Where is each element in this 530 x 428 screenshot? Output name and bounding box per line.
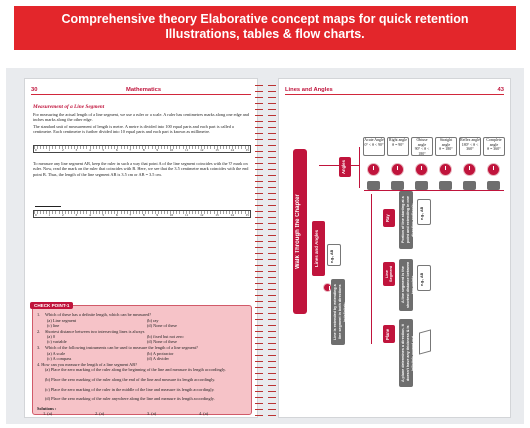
angle-type-box xyxy=(387,137,409,156)
ruler-mark: 5 xyxy=(102,148,105,152)
segment-symbol-box: e.g., AB xyxy=(417,265,431,291)
angle-type-name: Acute Angle xyxy=(364,138,384,142)
left-page xyxy=(24,78,258,418)
solutions-label: Solutions : xyxy=(37,405,57,411)
angle-type-name: Reflex angle xyxy=(460,138,480,142)
question-number: 2. xyxy=(37,328,41,334)
ruler-mark: 11 xyxy=(185,148,189,152)
question-text: Which of these has a definite length, which can be measured? xyxy=(45,312,152,317)
angle-marker xyxy=(487,181,500,190)
walk-through-label: Walk Through the Chapter xyxy=(295,194,301,269)
ruler-mark: 13 xyxy=(215,213,219,217)
option-d: (d) None of these xyxy=(147,322,177,328)
ruler-illustration-2 xyxy=(33,210,251,218)
chapter-label: Lines and Angles xyxy=(285,87,333,93)
option-b: (b) ray xyxy=(147,317,159,323)
option-a: (a) Line segment xyxy=(47,317,77,323)
ruler-mark: 15 xyxy=(245,148,249,152)
question-text: Which of the following instruments can be used to measure the length of a line segment? xyxy=(45,345,198,351)
angle-type-box xyxy=(435,137,457,156)
angle-clock-icon xyxy=(391,163,404,176)
ruler-mark: 14 xyxy=(230,213,234,217)
ruler-mark: 4 xyxy=(88,148,91,152)
segment-definition-box: A line segment is the shortest distance between two points xyxy=(399,259,413,311)
banner-line-1: Comprehensive theory Elaborative concept maps for quick retention xyxy=(61,12,469,26)
angle-clock-icon xyxy=(439,163,452,176)
paragraph-1: For measuring the actual length of a line segment, we use a ruler or a scale. A ruler has centimetres marks along one edge and inches marks along the other edge. xyxy=(33,112,249,123)
answer-option: (c) Place the zero marking of the ruler in the middle of the line and measure its length accordingly. xyxy=(45,386,215,392)
angle-marker xyxy=(439,181,452,190)
banner-line-2: Illustrations, tables & flow charts. xyxy=(165,27,365,41)
angle-type-name: Obtuse angle xyxy=(416,138,428,147)
option-a: (a) 0 xyxy=(47,334,55,340)
segment-ab-drawing xyxy=(35,206,61,207)
ruler-mark: 0 xyxy=(35,213,37,217)
option-d: (d) None of these xyxy=(147,339,177,345)
angle-type-range: θ = 360° xyxy=(487,147,501,152)
option-b: (b) fixed but not zero xyxy=(147,334,184,340)
angles-node: Angles xyxy=(339,157,351,177)
spiral-binding-right xyxy=(268,80,276,416)
angle-type-range: 90° < θ < 180° xyxy=(414,147,430,156)
line-definition-box: Line is extended by extending a line segment in both directions indefinitely xyxy=(331,279,345,345)
right-page-number: 43 xyxy=(497,87,504,93)
ray-symbol-box: e.g., AB xyxy=(417,199,431,225)
connector xyxy=(364,190,504,191)
ruler-mark: 8 xyxy=(142,213,145,217)
angle-type-range: θ = 90° xyxy=(392,142,404,147)
lines-and-angles-node: Lines and Angles xyxy=(312,221,325,276)
subject-label: Mathematics xyxy=(126,87,162,93)
angle-type-box xyxy=(411,137,433,156)
ray-node: Ray xyxy=(383,209,395,227)
section-title: Measurement of a Line Segment xyxy=(33,104,105,110)
option-a: (a) A scale xyxy=(47,350,66,356)
angle-type-range: 0° < θ < 90° xyxy=(364,142,384,147)
ruler-mark: 11 xyxy=(185,213,189,217)
ruler-mark: 4 xyxy=(88,213,91,217)
angle-clock-icon xyxy=(367,163,380,176)
promo-banner xyxy=(14,6,516,50)
option-c: (c) line xyxy=(47,322,60,328)
angle-type-name: Straight angle xyxy=(439,138,453,147)
answer-option: (b) Place the zero marking of the ruler along the end of the line and measure its length accordingly. xyxy=(45,377,216,382)
option-c: (c) A compass xyxy=(47,356,72,361)
line-symbol-box: e.g., AB xyxy=(327,244,341,266)
right-page xyxy=(278,78,511,418)
ruler-mark: 2 xyxy=(61,148,64,152)
ruler-illustration-1 xyxy=(33,145,251,153)
connector xyxy=(371,194,372,344)
ruler-mark: 14 xyxy=(230,148,234,152)
angle-marker xyxy=(415,181,428,190)
plane-node: Plane xyxy=(383,325,395,343)
ruler-mark: 8 xyxy=(142,148,145,152)
question-text: 4. How can you measure the length of a line segment AB? xyxy=(37,361,137,367)
ruler-mark: 3 xyxy=(75,213,78,217)
ruler-mark: 13 xyxy=(215,148,219,152)
ruler-mark: 5 xyxy=(102,213,105,217)
walk-through-bar xyxy=(293,149,307,314)
angle-clock-icon xyxy=(415,163,428,176)
ruler-mark: 7 xyxy=(129,148,132,152)
ruler-mark: 3 xyxy=(75,148,78,152)
ruler-mark: 1 xyxy=(48,213,51,217)
solution-answer: 1. (a) xyxy=(43,411,53,417)
angle-type-box xyxy=(363,137,385,156)
answer-option: (d) Place the zero marking of the ruler anywhere along the line and measure its length accordingly. xyxy=(45,396,215,402)
angle-marker xyxy=(463,181,476,190)
ruler-mark: 15 xyxy=(245,213,249,217)
plane-definition-box: A plane determines a direction. It doesn't have any thickness & is infinitely spread out xyxy=(399,319,413,387)
ruler-mark: 2 xyxy=(61,213,64,217)
ruler-mark: 10 xyxy=(169,213,174,217)
ruler-mark: 12 xyxy=(200,148,204,152)
option-c: (c) variable xyxy=(47,339,67,345)
ruler-mark: 6 xyxy=(115,213,118,217)
check-point-box xyxy=(32,305,252,415)
connector xyxy=(359,147,360,188)
ruler-mark: 9 xyxy=(156,148,159,152)
angle-type-name: Right angle xyxy=(388,138,408,142)
question-number: 1. xyxy=(37,312,41,317)
angle-marker xyxy=(367,181,380,190)
solution-answer: 2. (a) xyxy=(95,411,105,417)
left-page-header xyxy=(31,85,251,95)
angle-type-range: θ = 180° xyxy=(439,147,453,152)
connector xyxy=(319,165,339,166)
angle-clock-icon xyxy=(463,163,476,176)
ruler-mark: 12 xyxy=(200,213,204,217)
option-b: (b) A protractor xyxy=(147,350,174,356)
solution-answer: 4. (a) xyxy=(199,411,209,417)
angle-type-name: Complete angle xyxy=(486,138,502,147)
page-number: 30 xyxy=(31,87,38,93)
angle-type-box xyxy=(483,137,505,156)
angle-clock-icon xyxy=(487,163,500,176)
ruler-mark: 10 xyxy=(169,148,174,152)
plane-illustration xyxy=(419,329,431,354)
paragraph-3: To measure any line segment AB, keep the ruler in such a way that point A of the line segment coincides with the '0' mark on ruler. Now, read the mark on the ruler that coincides with B. Here, we see that the 3.5 centimetre mark coincides with the end point B. Thus, the length of the line segment AB is 3.5 cm or AB = 3.5 cm. xyxy=(33,161,249,177)
ruler-mark: 9 xyxy=(156,213,159,217)
answer-option: (a) Place the zero marking of the ruler along the beginning of the line and measure its length accordingly. xyxy=(45,367,226,373)
solution-answer: 3. (a) xyxy=(147,411,157,417)
check-point-title: CHECK POINT-1 xyxy=(30,302,73,309)
question-text: Shortest distance between two intersecting lines is always xyxy=(45,328,145,334)
angle-marker xyxy=(391,181,404,190)
angle-type-box xyxy=(459,137,481,156)
ruler-mark: 7 xyxy=(129,213,132,217)
ray-definition-box: Portion of line starting at a point and extending in one direction endlessly xyxy=(399,191,413,249)
ruler-mark: 6 xyxy=(115,148,118,152)
spiral-binding-left xyxy=(255,80,263,416)
option-d: (d) A divider xyxy=(147,356,169,361)
ruler-mark: 1 xyxy=(48,148,51,152)
connector xyxy=(351,165,359,166)
line-segment-node: Line Segment xyxy=(383,262,395,286)
paragraph-2: The standard unit of measurement of length is metre. A metre is divided into 100 equal parts and each part is called a centimetre. Each centimetre is further divided into 10 equal parts and each part is known as millimetre. xyxy=(33,124,234,135)
right-page-header xyxy=(285,85,504,95)
angle-type-range: 180° < θ < 360° xyxy=(461,142,479,152)
question-number: 3. xyxy=(37,345,41,351)
ruler-mark: 0 xyxy=(35,148,37,152)
